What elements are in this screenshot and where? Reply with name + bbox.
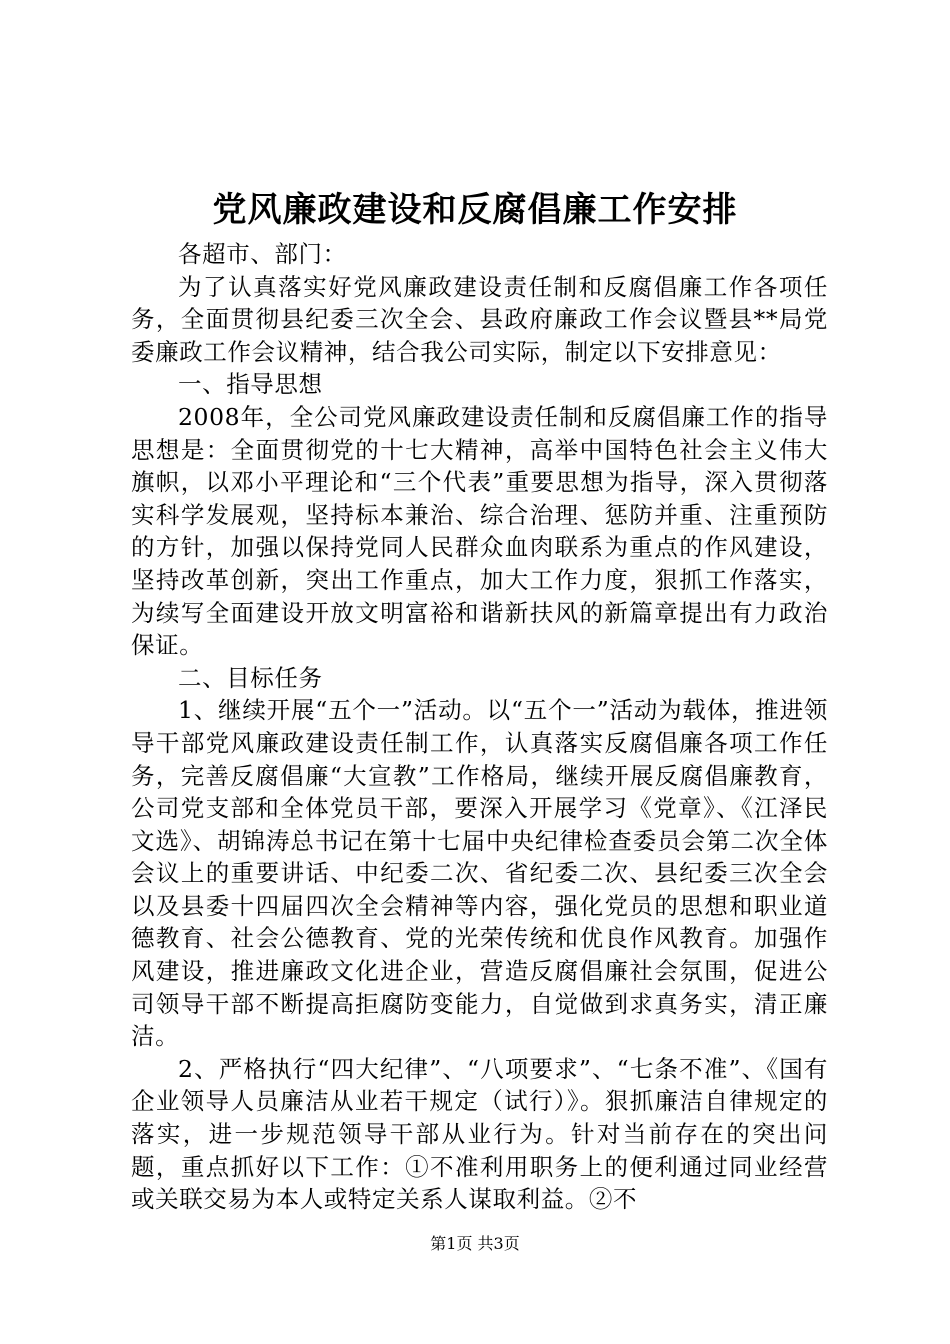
section-heading-guiding-ideology: 一、指导思想	[178, 370, 323, 399]
task-item-1: 1、继续开展“五个一”活动。以“五个一”活动为载体，推进领导干部党风廉政建设责任制工作，认真落实反腐倡廉各项工作任务，完善反腐倡廉“大宣教”工作格局，继续开展反腐倡廉教育，公司党支部和全体党员干部，要深入开展学习《党章》、《江泽民文选》、胡锦涛总书记在第十七届中央纪律检查委员会第二次全体会议上的重要讲话、中纪委二次、省纪委二次、县纪委三次全会以及县委十四届四次全会精神等内容，强化党员的思想和职业道德教育、社会公德教育、党的光荣传统和优良作风教育。加强作风建设，推进廉政文化进企业，营造反腐倡廉社会氛围，促进公司领导干部不断提高拒腐防变能力，自觉做到求真务实，清正廉洁。	[131, 696, 828, 1051]
intro-paragraph: 为了认真落实好党风廉政建设责任制和反腐倡廉工作各项任务，全面贯彻县纪委三次全会、县政府廉政工作会议暨县**局党委廉政工作会议精神，结合我公司实际，制定以下安排意见：	[131, 272, 828, 366]
task-item-2: 2、严格执行“四大纪律”、“八项要求”、“七条不准”、《国有企业领导人员廉洁从业若干规定（试行）》。狠抓廉洁自律规定的落实，进一步规范领导干部从业行为。针对当前存在的突出问题，重点抓好以下工作：①不准利用职务上的便利通过同业经营或关联交易为本人或特定关系人谋取利益。②不	[131, 1054, 828, 1214]
salutation: 各超市、部门：	[178, 240, 347, 268]
section-heading-target-tasks: 二、目标任务	[178, 663, 323, 692]
guiding-ideology-paragraph: 2008年，全公司党风廉政建设责任制和反腐倡廉工作的指导思想是：全面贯彻党的十七大精神，高举中国特色社会主义伟大旗帜，以邓小平理论和“三个代表”重要思想为指导，深入贯彻落实科学发展观，坚持标本兼治、综合治理、惩防并重、注重预防的方针，加强以保持党同人民群众血肉联系为重点的作风建设，坚持改革创新，突出工作重点，加大工作力度，狠抓工作落实，为续写全面建设开放文明富裕和谐新扶风的新篇章提出有力政治保证。	[131, 402, 828, 660]
page-number-footer: 第1页 共3页	[430, 1234, 520, 1253]
document-body	[131, 238, 828, 1216]
document-title: 党风廉政建设和反腐倡廉工作安排	[212, 190, 738, 230]
